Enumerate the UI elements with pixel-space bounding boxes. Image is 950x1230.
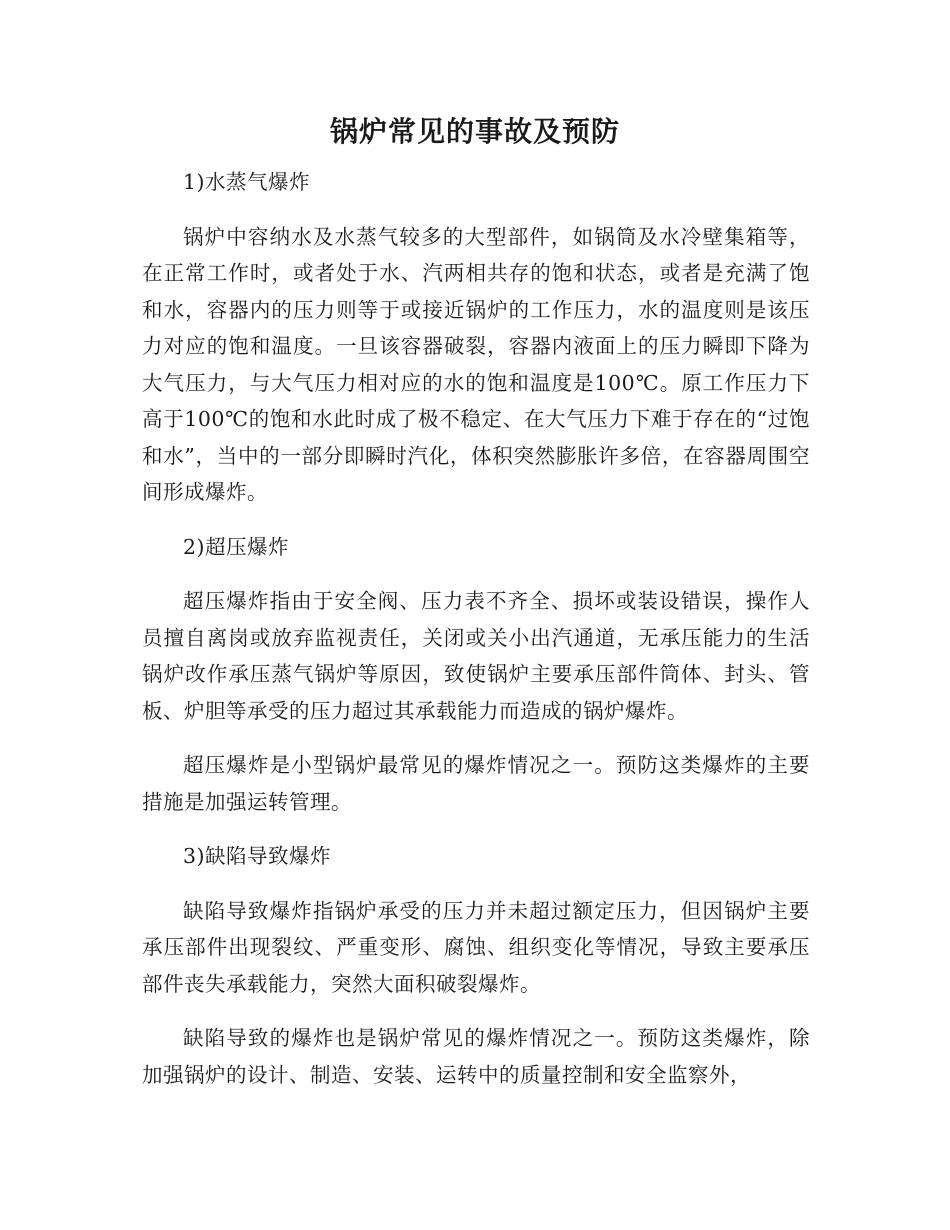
paragraph-overpressure-prevention: 超压爆炸是小型锅炉最常见的爆炸情况之一。预防这类爆炸的主要措施是加强运转管理。: [142, 753, 810, 814]
page-title: 锅炉常见的事故及预防: [329, 115, 620, 148]
paragraph-overpressure-definition: 超压爆炸指由于安全阀、压力表不齐全、损坏或装设错误，操作人员擅自离岗或放弃监视责任，关闭或关小出汽通道，无承压能力的生活锅炉改作承压蒸气锅炉等原因，致使锅炉主要承压部件筒体、封头、管板、炉胆等承受的压力超过其承载能力而造成的锅炉爆炸。: [142, 589, 810, 723]
section-heading-overpressure-explosion: 2)超压爆炸: [183, 534, 290, 559]
paragraph-defect-definition: 缺陷导致爆炸指锅炉承受的压力并未超过额定压力，但因锅炉主要承压部件出现裂纹、严重变形、腐蚀、组织变化等情况，导致主要承压部件丧失承载能力，突然大面积破裂爆炸。: [142, 898, 810, 996]
document-body: [142, 164, 810, 1111]
paragraph-defect-prevention: 缺陷导致的爆炸也是锅炉常见的爆炸情况之一。预防这类爆炸，除加强锅炉的设计、制造、安装、运转中的质量控制和安全监察外，: [142, 1026, 810, 1087]
section-heading-defect-explosion: 3)缺陷导致爆炸: [183, 844, 332, 868]
paragraph-steam-explosion: 锅炉中容纳水及水蒸气较多的大型部件，如锅筒及水冷壁集箱等，在正常工作时，或者处于水、汽两相共存的饱和状态，或者是充满了饱和水，容器内的压力则等于或接近锅炉的工作压力，水的温度则是该压力对应的饱和温度。一旦该容器破裂，容器内液面上的压力瞬即下降为大气压力，与大气压力相对应的水的饱和温度是100℃。原工作压力下高于100℃的饱和水此时成了极不稳定、在大气压力下难于存在的“过饱和水”，当中的一部分即瞬时汽化，体积突然膨胀许多倍，在容器周围空间形成爆炸。: [142, 224, 810, 504]
section-heading-steam-explosion: 1)水蒸气爆炸: [183, 170, 311, 194]
